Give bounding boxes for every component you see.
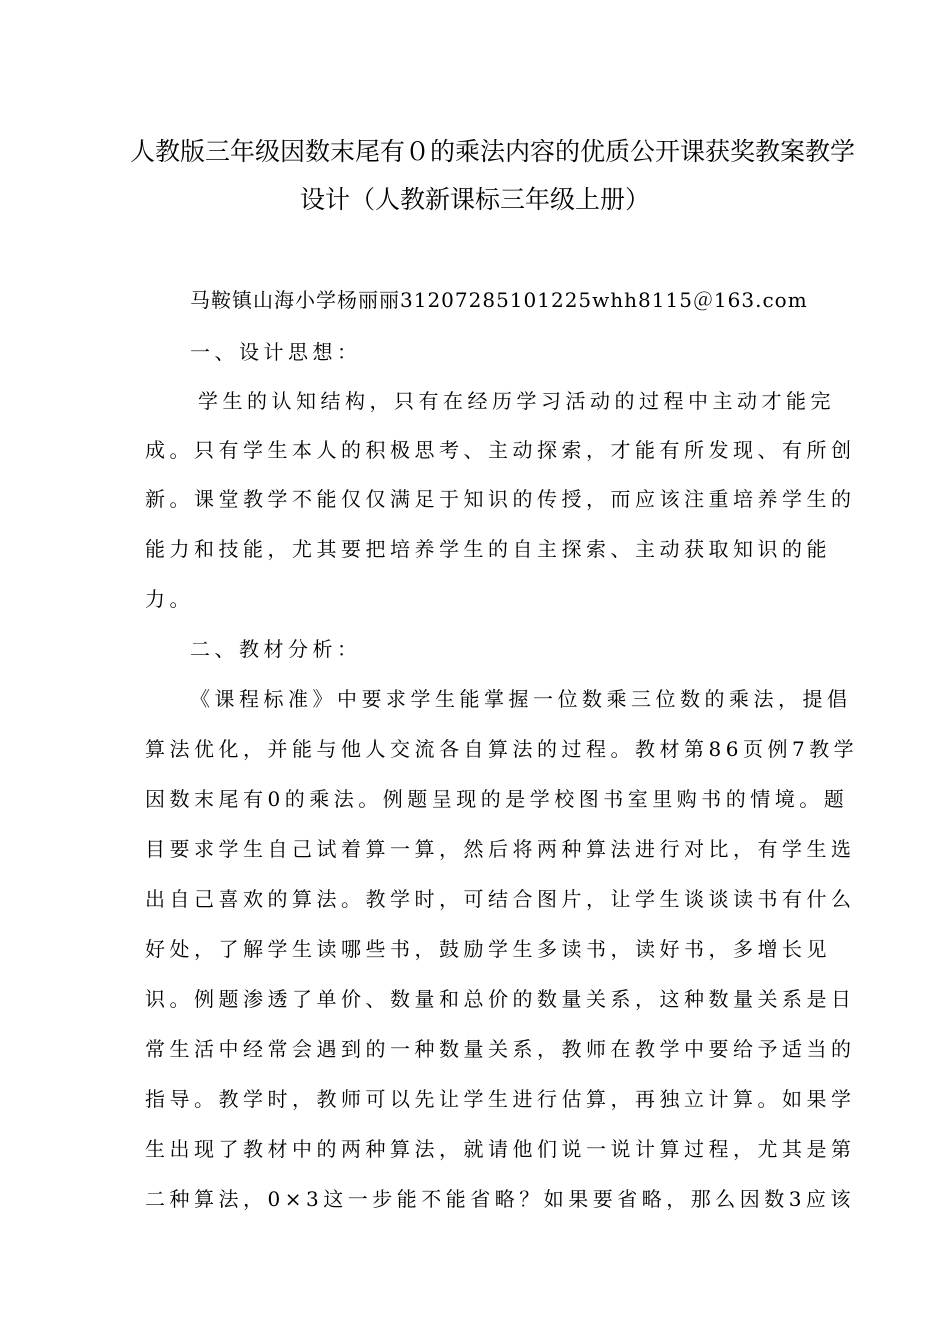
section-1-paragraph-line: 能力和技能，尤其要把培养学生的自主探索、主动获取知识的能 [145, 537, 831, 561]
section-2-paragraph-line: 算法优化，并能与他人交流各自算法的过程。教材第86页例7教学 [145, 737, 859, 761]
section-2-heading: 二、教材分析： [190, 637, 362, 661]
section-1-paragraph-line: 学生的认知结构，只有在经历学习活动的过程中主动才能完 [198, 389, 835, 413]
section-2-paragraph-line: 指导。教学时，教师可以先让学生进行估算，再独立计算。如果学 [145, 1087, 856, 1111]
section-2-paragraph-line: 目要求学生自己试着算一算，然后将两种算法进行对比，有学生选 [145, 837, 856, 861]
section-2-paragraph-line: 生出现了教材中的两种算法，就请他们说一说计算过程，尤其是第 [145, 1137, 856, 1161]
section-2-paragraph-line: 《课程标准》中要求学生能掌握一位数乘三位数的乘法，提倡 [190, 687, 852, 711]
section-2-paragraph-line: 好处，了解学生读哪些书，鼓励学生多读书，读好书，多增长见 [145, 937, 831, 961]
document-title-line-1: 人教版三年级因数末尾有０的乘法内容的优质公开课获奖教案教学 [130, 137, 856, 166]
section-1-heading: 一、设计思想： [190, 340, 362, 364]
section-2-paragraph-line: 因数末尾有0的乘法。例题呈现的是学校图书室里购书的情境。题 [145, 787, 849, 811]
section-1-paragraph-line: 成。只有学生本人的积极思考、主动探索，才能有所发现、有所创 [145, 438, 856, 462]
section-1-paragraph-line: 力。 [145, 587, 194, 611]
section-2-paragraph-line: 识。例题渗透了单价、数量和总价的数量关系，这种数量关系是日 [145, 987, 856, 1011]
section-2-paragraph-line: 常生活中经常会遇到的一种数量关系，教师在教学中要给予适当的 [145, 1037, 856, 1061]
section-1-paragraph-line: 新。课堂教学不能仅仅满足于知识的传授，而应该注重培养学生的 [145, 487, 856, 511]
author-line: 马鞍镇山海小学杨丽丽31207285101225whh8115＠163.com [190, 288, 808, 312]
document-title-line-2: 设计（人教新课标三年级上册） [299, 185, 650, 214]
section-2-paragraph-line: 二种算法，0×3这一步能不能省略？如果要省略，那么因数3应该 [145, 1187, 855, 1211]
section-2-paragraph-line: 出自己喜欢的算法。教学时，可结合图片，让学生谈谈读书有什么 [145, 887, 856, 911]
